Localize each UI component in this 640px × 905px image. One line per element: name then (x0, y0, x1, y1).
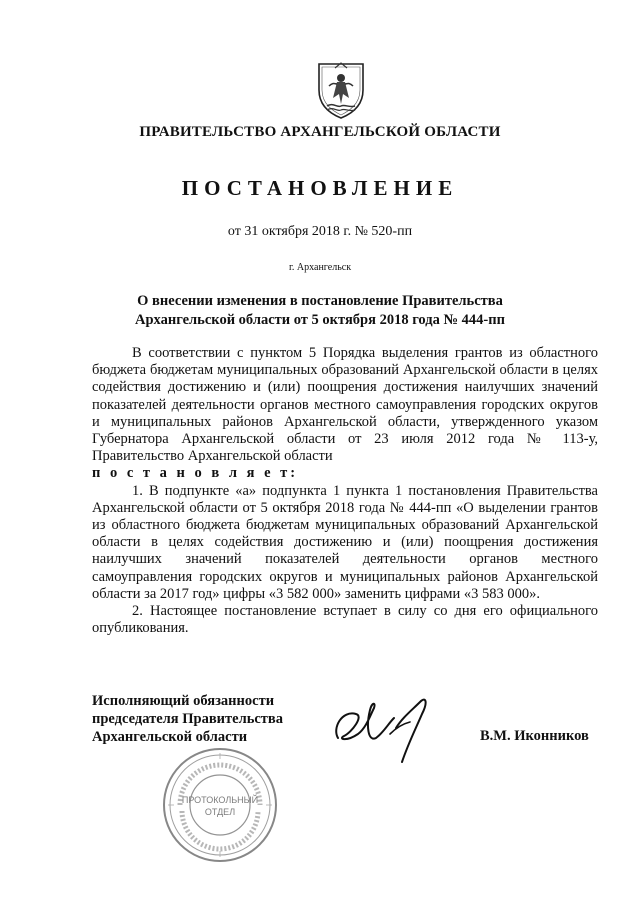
stamp-center-line-2: ОТДЕЛ (204, 807, 236, 817)
signatory-title-line-2: председателя Правительства (92, 711, 284, 727)
document-subject (0, 292, 640, 330)
subject-line-2: Архангельской области от 5 октября 2018 года № 444-пп (135, 312, 505, 328)
clause-1: 1. В подпункте «а» подпункта 1 пункта 1 постановления Правительства Архангельской области от 5 октября 2018 года № 444-пп «О выделении грантов из областного бюджета бюджетам муниципальных образований Архангельской области в целях содействия достижению и (или) поощрения достижения наилучших значений показателей деятельности органов местного самоуправления городских округов и муниципальных районов Архангельской области за 2017 год» цифры «3 582 000» заменить цифрами «3 583 000». (92, 482, 598, 602)
signatory-title-line-3: Архангельской области (92, 729, 248, 745)
seal-stamp (160, 745, 280, 865)
stamp-center-line-1: ПРОТОКОЛЬНЫЙ (181, 795, 259, 805)
signatory-title (92, 692, 283, 746)
government-name: ПРАВИТЕЛЬСТВО АРХАНГЕЛЬСКОЙ ОБЛАСТИ (139, 124, 501, 140)
signatory-name: В.М. Иконников (480, 728, 589, 744)
coat-of-arms-icon (313, 60, 369, 120)
subject-line-1: О внесении изменения в постановление Правительства (137, 293, 503, 309)
clause-2: 2. Настоящее постановление вступает в силу со дня его официального опубликования. (92, 603, 598, 637)
document-type-title: ПОСТАНОВЛЕНИЕ (181, 176, 459, 200)
document-body (92, 345, 598, 637)
signatory-title-line-1: Исполняющий обязанности (92, 693, 275, 709)
city-label: г. Архангельск (288, 262, 352, 273)
handwritten-signature (330, 688, 450, 768)
decree-word: п о с т а н о в л я е т: (92, 465, 299, 482)
preamble-paragraph: В соответствии с пунктом 5 Порядка выделения грантов из областного бюджета бюджетам муниципальных образований Архангельской области в целях содействия достижению и (или) поощрения достижения наилучших значений показателей деятельности органов местного самоуправления городских округов и муниципальных районов Архангельской области, утвержденного указом Губернатора Архангельской области от 23 июля 2012 года № 113-у, Правительство Архангельской области (92, 345, 598, 465)
date-and-number: от 31 октября 2018 г. № 520-пп (227, 224, 413, 239)
